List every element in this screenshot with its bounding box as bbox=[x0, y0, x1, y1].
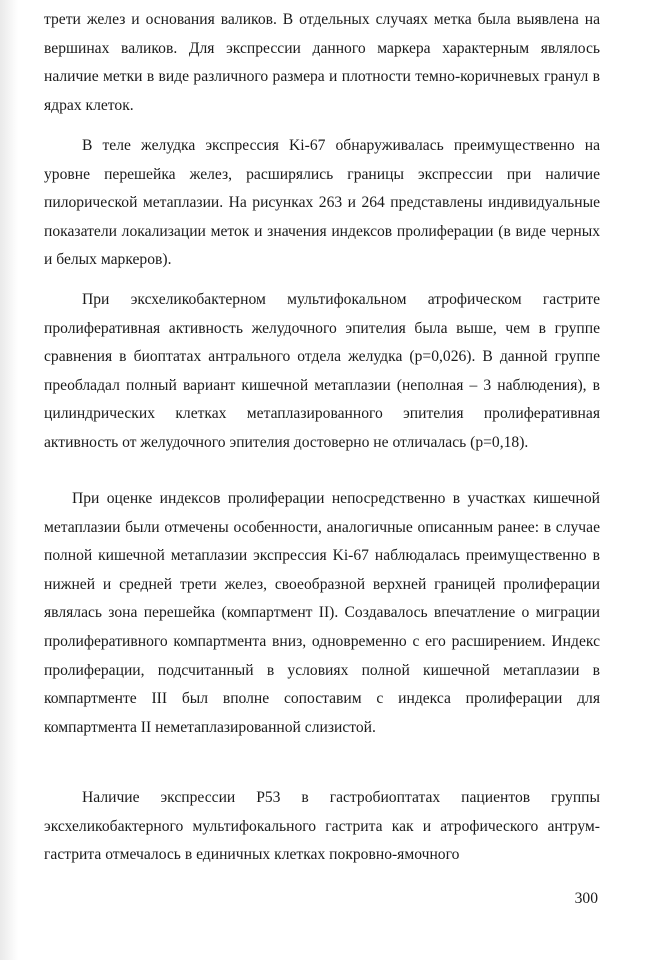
paragraph-5: Наличие экспрессии P53 в гастробиоптатах пациентов группы эксхеликобактерного мультифокального гастрита как и атрофического антрум-гастрита отмечалось в единичных клетках покровно-ямочного bbox=[44, 789, 600, 864]
scan-gutter-shadow bbox=[0, 0, 18, 960]
paragraph-4: При оценке индексов пролиферации непосредственно в участках кишечной метаплазии были отмечены особенности, аналогичные описанным ранее: в случае полной кишечной метаплазии экспрессия Ki-67 наблюдалась преимущественно в нижней и средней трети желез, своеобразной верхней границей пролиферации являлась зона перешейка (компартмент II). Создавалось впечатление о миграции пролиферативного компартмента вниз, одновременно с его расширением. Индекс пролиферации, подсчитанный в условиях полной кишечной метаплазии в компартменте III был вполне сопоставим с индекса пролиферации для компартмента II неметаплазированной слизистой. bbox=[44, 490, 600, 736]
paragraph-2: В теле желудка экспрессия Ki-67 обнаруживалась преимущественно на уровне перешейка желез, расширялись границы экспрессии при наличие пилорической метаплазии. На рисунках 263 и 264 представлены индивидуальные показатели локализации меток и значения индексов пролиферации (в виде черных и белых маркеров). bbox=[44, 137, 600, 269]
paragraph-1: трети желез и основания валиков. В отдельных случаях метка была выявлена на вершинах валиков. Для экспрессии данного маркера характерным являлось наличие метки в виде различного размера и плотности темно-коричневых гранул в ядрах клеток. bbox=[44, 11, 600, 114]
paragraph-3: При эксхеликобактерном мультифокальном атрофическом гастрите пролиферативная активность желудочного эпителия была выше, чем в группе сравнения в биоптатах антрального отдела желудка (p=0,026). В данной группе преобладал полный вариант кишечной метаплазии (неполная – 3 наблюдения), в цилиндрических клетках метаплазированного эпителия пролиферативная активность от желудочного эпителия достоверно не отличалась (p=0,18). bbox=[44, 291, 600, 451]
page-number: 300 bbox=[574, 890, 598, 907]
